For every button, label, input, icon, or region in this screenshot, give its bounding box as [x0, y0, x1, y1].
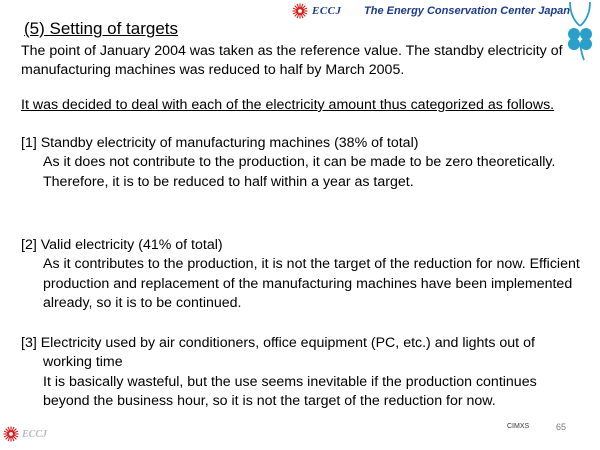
footer-logo [3, 426, 47, 442]
sun-logo-icon [292, 3, 308, 19]
organization-name: The Energy Conservation Center Japan [364, 5, 570, 17]
footer-logo-text: ECCJ [22, 428, 48, 440]
intro-paragraph: The point of January 2004 was taken as the reference value. The standby electricity of manufacturing machines was reduced to half by March 2005. [21, 43, 563, 78]
item-body: As it contributes to the production, it is not the target of the reduction for now. Efficient production and replacement of the manufacturing machines have been implemented already, so it is to be continued. [43, 256, 580, 312]
page-number: 65 [556, 422, 567, 432]
item-heading: [3] Electricity used by air conditioners, office equipment (PC, etc.) and lights out of working time [21, 335, 535, 371]
item-heading: [1] Standby electricity of manufacturing machines (38% of total) [21, 135, 419, 151]
footer-sun-icon [3, 426, 19, 442]
target-item-standby [21, 134, 586, 192]
header-logo-text: ECCJ [312, 5, 342, 17]
item-body: It is basically wasteful, but the use seems inevitable if the production continues beyond the business hour, so it is not the target of the reduction for now. [43, 373, 537, 410]
lead-paragraph: It was decided to deal with each of the electricity amount thus categorized as follows. [21, 97, 555, 113]
slide-title: (5) Setting of targets [24, 19, 179, 38]
target-item-valid [21, 236, 586, 314]
item-body: As it does not contribute to the production, it can be made to be zero theoretically. Therefore, it is to be reduced to half within a year as target. [43, 154, 556, 190]
item-heading: [2] Valid electricity (41% of total) [21, 237, 223, 253]
slide-code: CIMXS [507, 423, 530, 430]
target-item-after-hours [21, 334, 586, 412]
header-logo [292, 3, 342, 19]
